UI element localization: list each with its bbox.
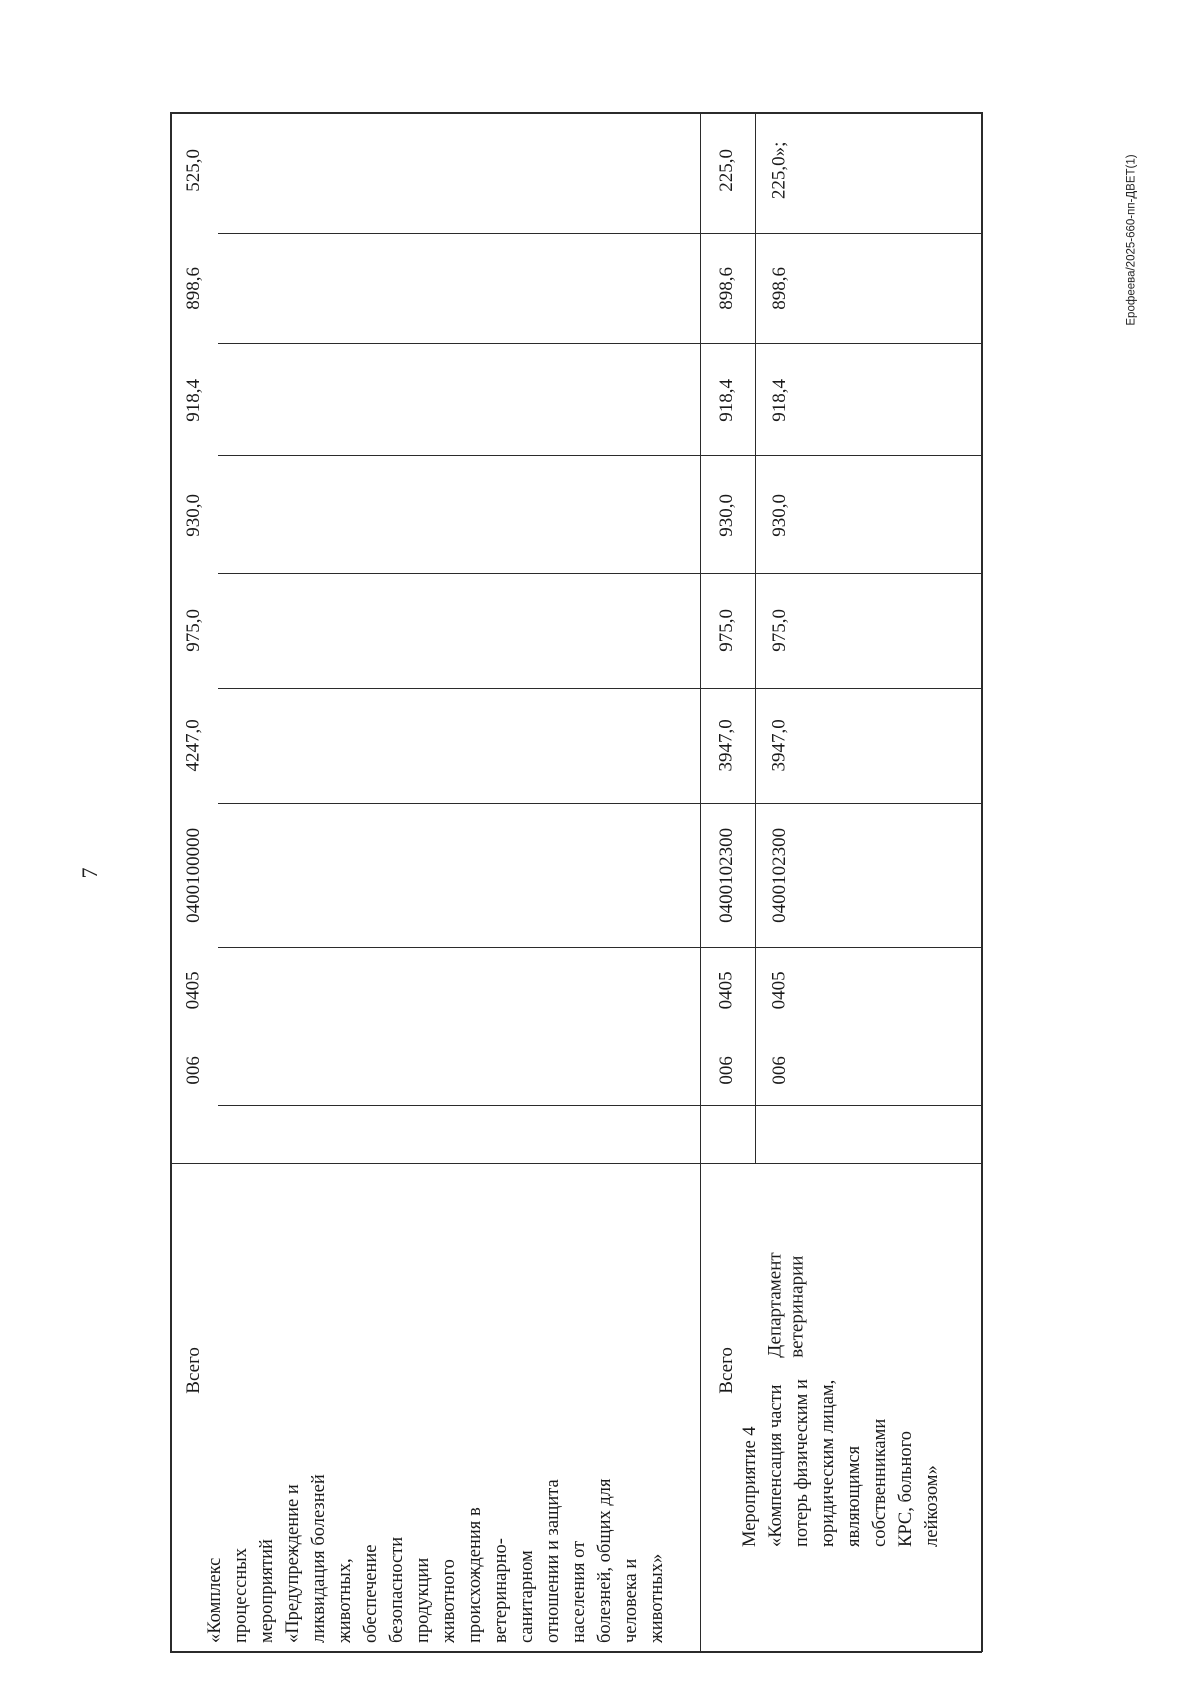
row3-total — [757, 700, 803, 790]
col-sep — [218, 233, 982, 234]
col-sep — [218, 343, 982, 344]
row2-y2 — [702, 475, 752, 555]
row2-name: Мероприятие 4 «Компенсация части потерь физическим и юридическим лицам, являющимся собственниками КРС, больного лейкозом» — [740, 1379, 942, 1547]
row1-name: «Комплекс процессных мероприятий «Предупреждение и ликвидация болезней животных, обеспечение безопасности продукции животного происхождения в ветеринарно- санитарном отношении и защита населения от болезней, общих для человека и животных» — [205, 1474, 667, 1643]
row1-y1-text: 975,0 — [182, 608, 204, 652]
row3-y2-text: 930,0 — [768, 493, 790, 537]
row1-y1 — [172, 590, 216, 670]
row3-rzpr — [757, 950, 803, 1030]
row3-y2 — [757, 475, 803, 555]
col-sep — [218, 455, 982, 456]
row1-total-text: 4247,0 — [182, 718, 204, 772]
row2-y5 — [702, 130, 752, 210]
footer-reference: Ерофеева/2025-660-пп-ДВЕТ(1) — [1126, 154, 1138, 326]
row1-y2 — [172, 475, 216, 555]
row3-y3-text: 918,4 — [768, 378, 790, 422]
row3-y1-text: 975,0 — [768, 608, 790, 652]
row1-name-cell — [172, 1165, 700, 1651]
row2-y4-text: 898,6 — [715, 266, 737, 310]
page-number: 7 — [77, 867, 102, 879]
row1-y5 — [172, 130, 216, 210]
col-sep — [218, 947, 982, 948]
row2-y3 — [702, 360, 752, 440]
row1-rzpr — [172, 950, 216, 1030]
row1-grbs — [172, 1040, 216, 1100]
row1-y3-text: 918,4 — [182, 378, 204, 422]
row3-rzpr-text: 0405 — [768, 970, 790, 1009]
row1-grbs-text: 006 — [182, 1055, 204, 1085]
row2-csr-text: 0400102300 — [715, 827, 737, 923]
row3-y5 — [757, 125, 803, 215]
table-border-right — [981, 112, 983, 1652]
col-sep — [170, 1163, 982, 1164]
row1-y4-text: 898,6 — [182, 266, 204, 310]
row2-rzpr-text: 0405 — [715, 970, 737, 1009]
row2-name-cell — [702, 1165, 980, 1651]
row3-total-text: 3947,0 — [768, 718, 790, 772]
row2-y5-text: 225,0 — [715, 148, 737, 192]
row2-y2-text: 930,0 — [715, 493, 737, 537]
row2-total — [702, 700, 752, 790]
row3-executor-text: Департамент ветеринарии — [765, 1252, 808, 1358]
row3-grbs-text: 006 — [768, 1055, 790, 1085]
row1-executor-cell — [172, 1107, 700, 1163]
row1-y2-text: 930,0 — [182, 493, 204, 537]
row2-csr — [702, 810, 752, 940]
row2-grbs — [702, 1040, 752, 1100]
row1-csr-text: 0400100000 — [182, 827, 204, 923]
row2-y1-text: 975,0 — [715, 608, 737, 652]
row2-total-text: 3947,0 — [715, 718, 737, 772]
row1-total — [172, 700, 216, 790]
row2-executor-text: Всего — [715, 1346, 737, 1394]
col-sep — [218, 688, 982, 689]
row3-csr — [757, 810, 803, 940]
row1-y4 — [172, 248, 216, 328]
row2-rzpr — [702, 950, 752, 1030]
row1-executor-text: Всего — [182, 1346, 204, 1394]
row3-y4 — [757, 248, 803, 328]
row3-y3 — [757, 360, 803, 440]
row-sep — [700, 112, 701, 1652]
row3-grbs — [757, 1040, 803, 1100]
row3-csr-text: 0400102300 — [768, 827, 790, 923]
col-sep — [218, 803, 982, 804]
row3-y5-text: 225,0»; — [768, 141, 790, 199]
table-border-bottom — [170, 1651, 982, 1653]
row2-y3-text: 918,4 — [715, 378, 737, 422]
row-sep — [755, 112, 756, 1163]
row1-y5-text: 525,0 — [182, 148, 204, 192]
row2-y4 — [702, 248, 752, 328]
col-sep — [218, 573, 982, 574]
row2-y1 — [702, 590, 752, 670]
row3-y1 — [757, 590, 803, 670]
row1-rzpr-text: 0405 — [182, 970, 204, 1009]
row2-grbs-text: 006 — [715, 1055, 737, 1085]
col-sep — [218, 1105, 982, 1106]
row1-csr — [172, 810, 216, 940]
table-border-top — [170, 112, 982, 114]
row1-y3 — [172, 360, 216, 440]
row3-y4-text: 898,6 — [768, 266, 790, 310]
row1-executor-text-cell — [172, 1310, 216, 1430]
